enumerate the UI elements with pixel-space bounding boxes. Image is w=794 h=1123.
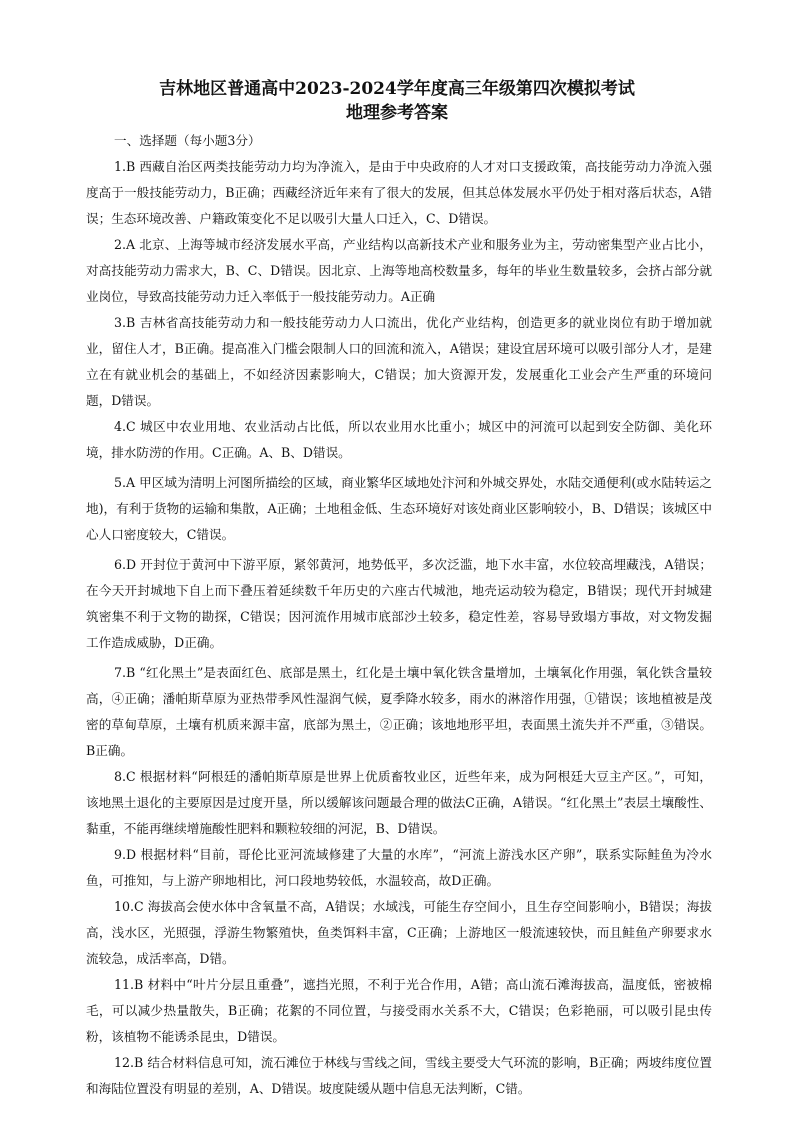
answer-7: 7.B “红化黑土”是表面红色、底部是黑土，红化是土壤中氧化铁含量增加，土壤氧化作用强，氧化铁含量较高，④正确；潘帕斯草原为亚热带季风性湿润气候，夏季降水较多，雨水的淋溶作用强，①错误；该地植被是茂密的草甸草原，土壤有机质来源丰富，底部为黑土，②正确；该地地形平坦，表面黑土流失并不严重，③错误。B正确。 [86, 665, 712, 758]
answer-10: 10.C 海拔高会使水体中含氧量不高，A错误；水域浅，可能生存空间小，且生存空间影响小，B错误；海拔高，浅水区，光照强，浮游生物繁殖快，鱼类饵料丰富，C正确；上游地区一般流速较快，而且鲑鱼产卵要求水流较急，成活率高，D错。 [86, 899, 712, 966]
answer-11: 11.B 材料中“叶片分层且重叠”，遮挡光照，不利于光合作用，A错；高山流石滩海拔高，温度低，密被棉毛，可以减少热量散失，B正确；花絮的不同位置，与接受雨水关系不大，C错误；色彩艳丽，可以吸引昆虫传粉，该植物不能诱杀昆虫，D错误。 [86, 977, 712, 1044]
section-heading: 一、选择题（每小题3分） [114, 133, 261, 148]
document-body [86, 128, 712, 1102]
answer-5: 5.A 甲区域为清明上河图所描绘的区域，商业繁华区域地处汴河和外城交界处，水陆交通便利(或水陆转运之地)，有利于货物的运输和集散，A正确；土地租金低、生态环境好对该处商业区影响较小，B、D错误；该城区中心人口密度较大，C错误。 [86, 475, 712, 542]
answer-2: 2.A 北京、上海等城市经济发展水平高，产业结构以高新技术产业和服务业为主，劳动密集型产业占比小，对高技能劳动力需求大，B、C、D错误。因北京、上海等地高校数量多，每年的毕业生数量较多，会挤占部分就业岗位，导致高技能劳动力迁入率低于一般技能劳动力。A正确 [86, 237, 712, 304]
answer-1: 1.B 西藏自治区两类技能劳动力均为净流入，是由于中央政府的人才对口支援政策，高技能劳动力净流入强度高于一般技能劳动力，B正确；西藏经济近年来有了很大的发展，但其总体发展水平仍处于相对落后状态，A错误；生态环境改善、户籍政策变化不足以吸引大量人口迁入，C、D错误。 [86, 159, 712, 226]
answer-3: 3.B 吉林省高技能劳动力和一般技能劳动力人口流出，优化产业结构，创造更多的就业岗位有助于增加就业，留住人才，B正确。提高准入门槛会限制人口的回流和流入，A错误；建设宜居环境可以吸引部分人才，是建立在有就业机会的基础上，不如经济因素影响大，C错误；加大资源开发，发展重化工业会产生严重的环境问题，D错误。 [86, 315, 712, 408]
exam-title: 吉林地区普通高中2023-2024学年度高三年级第四次模拟考试 [159, 79, 635, 99]
answer-9: 9.D 根据材料“目前，哥伦比亚河流域修建了大量的水库”，“河流上游浅水区产卵”，联系实际鲑鱼为冷水鱼，可推知，与上游产卵地相比，河口段地势较低，水温较高，故D正确。 [86, 847, 712, 888]
answer-4: 4.C 城区中农业用地、农业活动占比低，所以农业用水比重小；城区中的河流可以起到安全防御、美化环境，排水防涝的作用。C正确。A、B、D错误。 [86, 419, 712, 460]
answer-key-subtitle: 地理参考答案 [346, 103, 448, 123]
answer-8: 8.C 根据材料“阿根廷的潘帕斯草原是世界上优质畜牧业区，近些年来，成为阿根廷大豆主产区。”，可知，该地黑土退化的主要原因是过度开垦，所以缓解该问题最合理的做法C正确，A错误。“红化黑土”表层土壤酸性、黏重，不能再继续增施酸性肥料和颗粒较细的河泥，B、D错误。 [86, 769, 712, 836]
answer-12: 12.B 结合材料信息可知，流石滩位于林线与雪线之间，雪线主要受大气环流的影响，B正确；两坡纬度位置和海陆位置没有明显的差别，A、D错误。坡度陡缓从题中信息无法判断，C错。 [86, 1055, 712, 1096]
answer-6: 6.D 开封位于黄河中下游平原，紧邻黄河，地势低平，多次泛滥，地下水丰富，水位较高埋藏浅，A错误；在今天开封城地下自上而下叠压着延续数千年历史的六座古代城池，地壳运动较为稳定，B错误；现代开封城建筑密集不利于文物的勘探，C错误；因河流作用城市底部沙土较多，稳定性差，容易导致塌方事故，对文物发掘工作造成威胁，D正确。 [86, 557, 712, 650]
